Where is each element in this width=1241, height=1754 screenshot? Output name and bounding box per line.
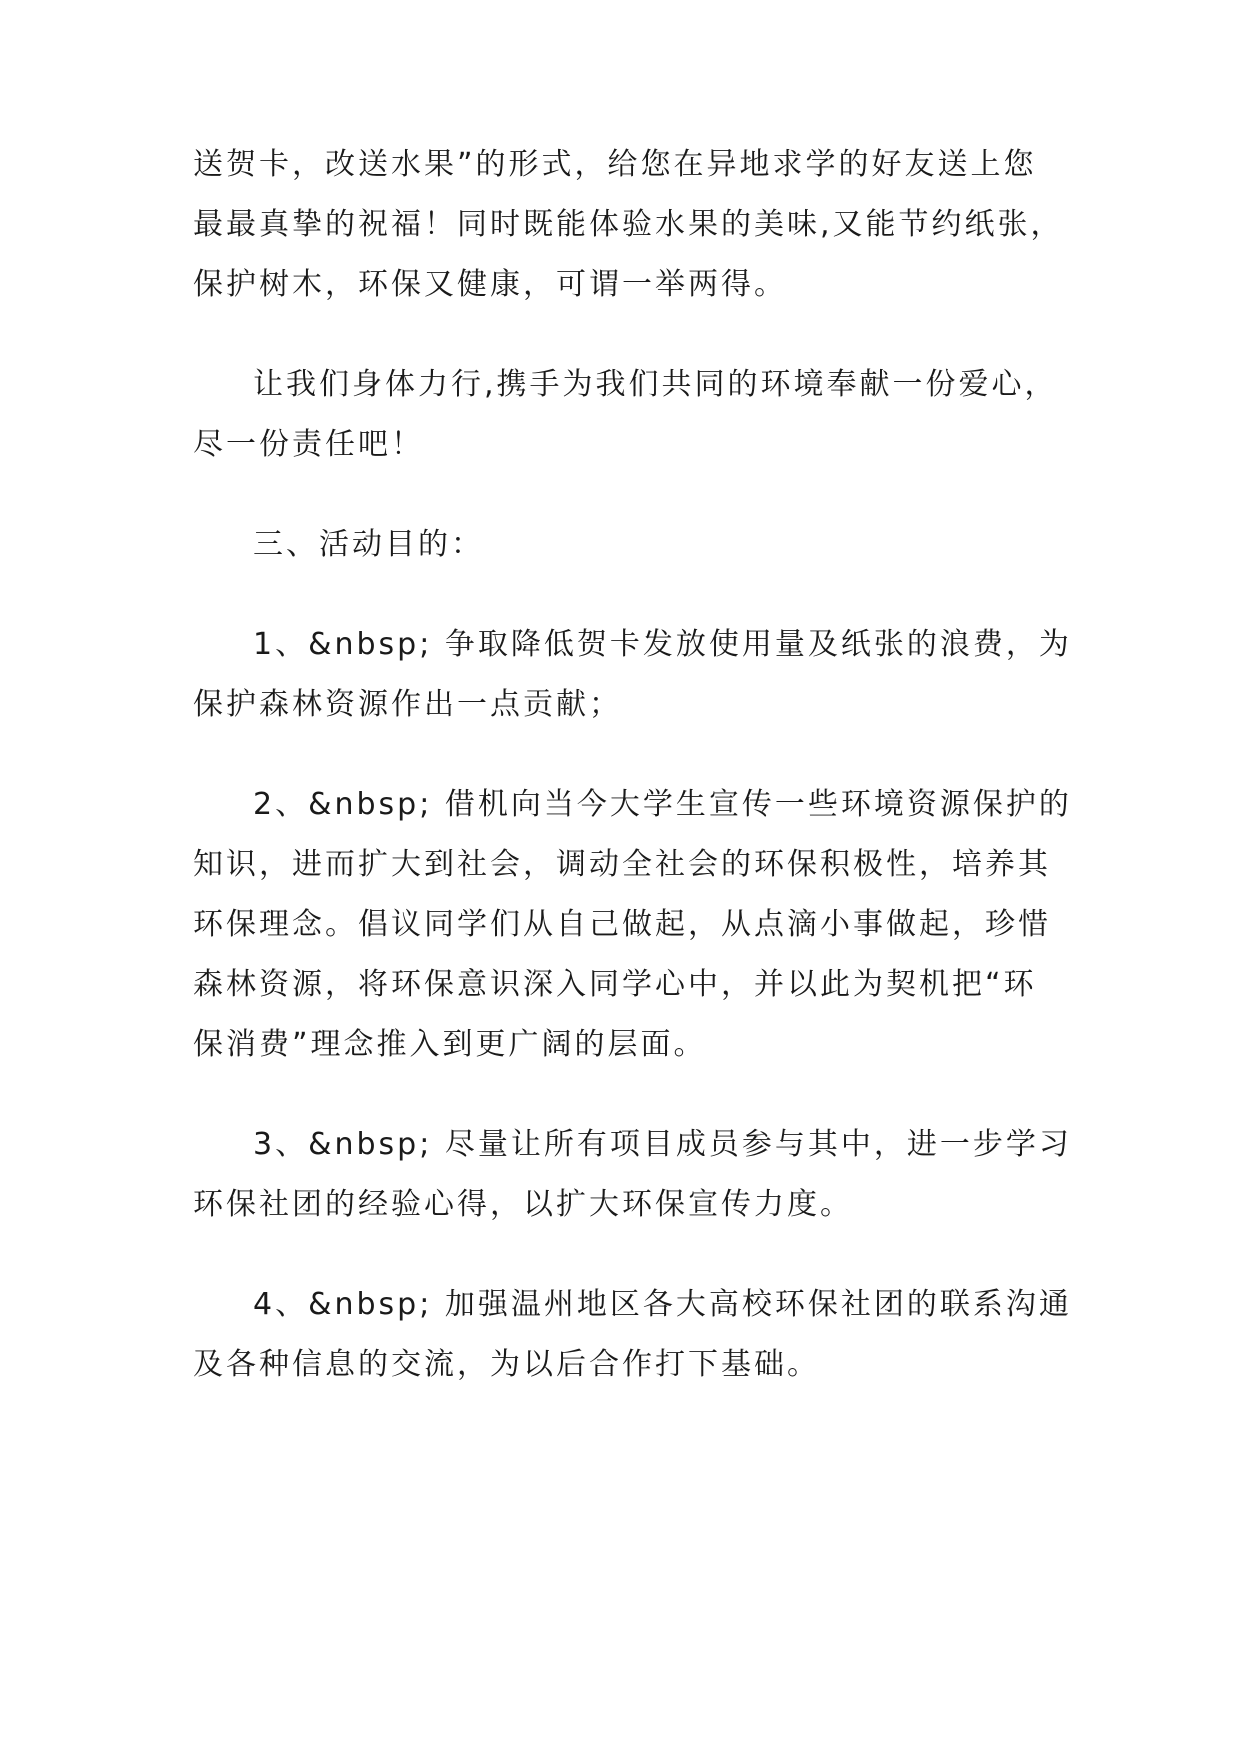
paragraph-line: 1、&nbsp; 争取降低贺卡发放使用量及纸张的浪费，为 bbox=[253, 627, 1072, 662]
paragraph-line: 最最真挚的祝福！同时既能体验水果的美味,又能节约纸张， bbox=[193, 207, 1064, 242]
paragraph-line: 尽一份责任吧！ bbox=[193, 427, 424, 462]
paragraph-card-fruit bbox=[193, 135, 1073, 315]
objective-item-1 bbox=[193, 615, 1073, 735]
paragraph-line: 保护森林资源作出一点贡献； bbox=[193, 687, 622, 722]
paragraph-line: 送贺卡，改送水果”的形式，给您在异地求学的好友送上您 bbox=[193, 147, 1037, 182]
section-heading-objectives bbox=[193, 515, 1073, 575]
paragraph-line: 让我们身体力行,携手为我们共同的环境奉献一份爱心， bbox=[253, 367, 1058, 402]
paragraph-line: 4、&nbsp; 加强温州地区各大高校环保社团的联系沟通 bbox=[253, 1287, 1072, 1322]
paragraph-line: 环保理念。倡议同学们从自己做起，从点滴小事做起，珍惜 bbox=[193, 907, 1051, 942]
objective-item-2 bbox=[193, 775, 1073, 1075]
paragraph-line: 保消费”理念推入到更广阔的层面。 bbox=[193, 1027, 707, 1062]
section-heading: 三、活动目的： bbox=[253, 527, 484, 562]
paragraph-line: 环保社团的经验心得，以扩大环保宣传力度。 bbox=[193, 1187, 853, 1222]
objective-item-4 bbox=[193, 1275, 1073, 1395]
objective-item-3 bbox=[193, 1115, 1073, 1235]
paragraph-line: 保护树木，环保又健康，可谓一举两得。 bbox=[193, 267, 787, 302]
paragraph-line: 森林资源，将环保意识深入同学心中，并以此为契机把“环 bbox=[193, 967, 1037, 1002]
paragraph-line: 及各种信息的交流，为以后合作打下基础。 bbox=[193, 1347, 820, 1382]
paragraph-line: 3、&nbsp; 尽量让所有项目成员参与其中，进一步学习 bbox=[253, 1127, 1072, 1162]
paragraph-call-to-action bbox=[193, 355, 1073, 475]
paragraph-line: 知识，进而扩大到社会，调动全社会的环保积极性，培养其 bbox=[193, 847, 1051, 882]
paragraph-line: 2、&nbsp; 借机向当今大学生宣传一些环境资源保护的 bbox=[253, 787, 1072, 822]
